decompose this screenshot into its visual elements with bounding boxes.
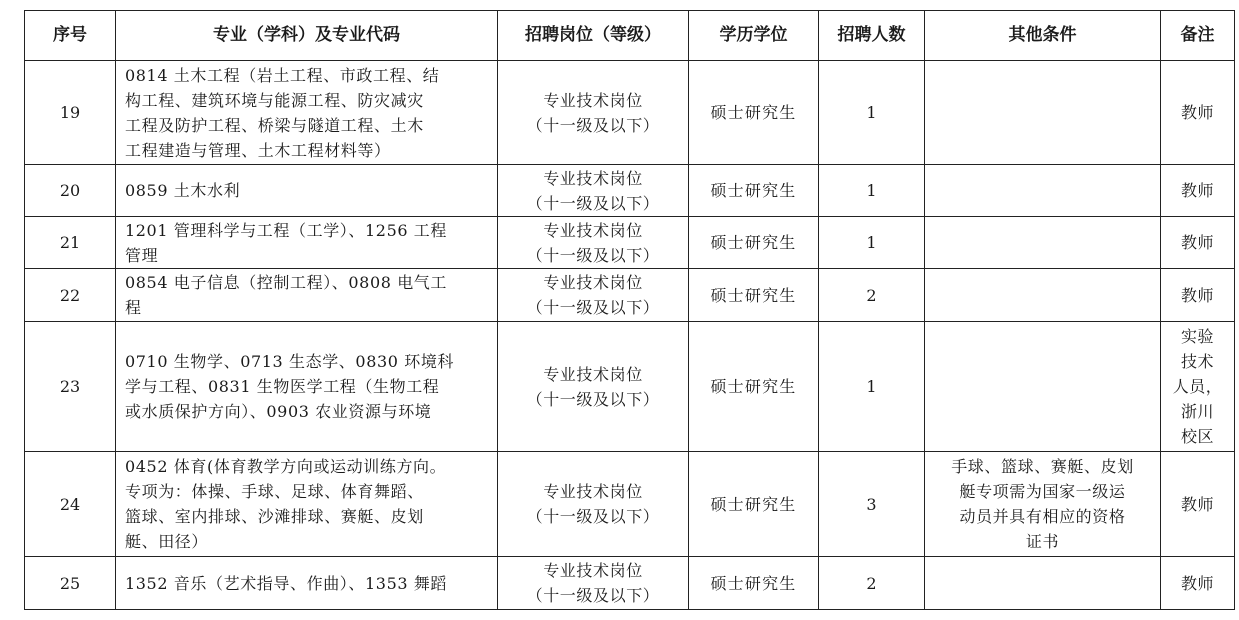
row-seq: 24 xyxy=(25,452,116,557)
row-seq: 19 xyxy=(25,61,116,165)
row-notes xyxy=(1161,217,1235,269)
table-row xyxy=(25,217,1235,269)
row-position-line: 专业技术岗位 xyxy=(543,561,643,580)
row-seq: 20 xyxy=(25,165,116,217)
row-major-line: 构工程、建筑环境与能源工程、防灾减灾 xyxy=(125,90,424,110)
row-conditions xyxy=(925,165,1161,217)
header-row xyxy=(25,11,1235,61)
row-major xyxy=(116,557,498,610)
row-position xyxy=(498,557,689,610)
header-conditions: 其他条件 xyxy=(925,11,1161,61)
row-notes xyxy=(1161,61,1235,165)
row-major-line: 工程建造与管理、土木工程材料等） xyxy=(125,140,391,160)
table-row xyxy=(25,322,1235,452)
row-major-line: 工程及防护工程、桥梁与隧道工程、土木 xyxy=(125,115,424,135)
row-position xyxy=(498,217,689,269)
row-major xyxy=(116,322,498,452)
row-conditions xyxy=(925,217,1161,269)
table-row xyxy=(25,269,1235,322)
row-count: 1 xyxy=(819,165,925,217)
row-position xyxy=(498,322,689,452)
row-position-line: 专业技术岗位 xyxy=(543,364,643,384)
table-row xyxy=(25,165,1235,217)
header-major: 专业（学科）及专业代码 xyxy=(116,11,498,61)
row-seq: 22 xyxy=(25,269,116,322)
row-conditions xyxy=(925,322,1161,452)
row-education: 硕士研究生 xyxy=(689,61,819,165)
table-row xyxy=(25,557,1235,610)
row-position-line: （十一级及以下） xyxy=(526,115,660,135)
table-body xyxy=(25,61,1235,610)
row-major-line: 程 xyxy=(125,298,142,317)
row-notes-line: 人员， xyxy=(1172,377,1223,396)
row-notes-line: 浙川 xyxy=(1180,402,1214,421)
row-notes-line: 校区 xyxy=(1180,427,1214,446)
row-notes-line: 技术 xyxy=(1180,352,1214,371)
row-position-line: （十一级及以下） xyxy=(526,245,660,265)
row-major-line: 艇、田径） xyxy=(125,532,209,551)
row-education: 硕士研究生 xyxy=(689,322,819,452)
row-education: 硕士研究生 xyxy=(689,165,819,217)
row-conditions-line: 证书 xyxy=(1025,532,1060,551)
row-position-line: （十一级及以下） xyxy=(526,586,660,605)
row-position-line: （十一级及以下） xyxy=(526,193,660,213)
row-position xyxy=(498,61,689,165)
row-seq: 21 xyxy=(25,217,116,269)
row-count: 2 xyxy=(819,557,925,610)
row-notes-line: 教师 xyxy=(1180,494,1214,514)
row-conditions xyxy=(925,61,1161,165)
row-conditions-line: 动员并具有相应的资格 xyxy=(959,507,1126,526)
row-count: 1 xyxy=(819,322,925,452)
row-major-line: 0854 电子信息（控制工程）、0808 电气工 xyxy=(125,273,448,292)
row-seq: 25 xyxy=(25,557,116,610)
row-major-line: 学与工程、0831 生物医学工程（生物工程 xyxy=(125,377,440,396)
row-major xyxy=(116,269,498,322)
row-notes-line: 教师 xyxy=(1180,181,1214,200)
row-notes xyxy=(1161,269,1235,322)
row-conditions-line: 手球、篮球、赛艇、皮划 xyxy=(951,457,1134,476)
row-count: 2 xyxy=(819,269,925,322)
row-major xyxy=(116,165,498,217)
row-position xyxy=(498,165,689,217)
header-seq: 序号 xyxy=(25,11,116,61)
row-notes xyxy=(1161,165,1235,217)
row-education: 硕士研究生 xyxy=(689,452,819,557)
row-position-line: 专业技术岗位 xyxy=(543,90,643,110)
row-notes-line: 教师 xyxy=(1180,573,1214,593)
row-conditions-line: 艇专项需为国家一级运 xyxy=(959,482,1126,501)
row-notes-line: 教师 xyxy=(1180,233,1214,252)
row-position xyxy=(498,269,689,322)
row-notes xyxy=(1161,452,1235,557)
row-count: 3 xyxy=(819,452,925,557)
row-notes xyxy=(1161,322,1235,452)
row-major xyxy=(116,217,498,269)
table-row xyxy=(25,61,1235,165)
row-position-line: （十一级及以下） xyxy=(526,389,660,409)
header-notes: 备注 xyxy=(1161,11,1235,61)
row-major-line: 0859 土木水利 xyxy=(125,181,241,200)
row-position-line: （十一级及以下） xyxy=(526,507,660,526)
row-major-line: 0452 体育(体育教学方向或运动训练方向。 xyxy=(125,457,447,476)
row-major-line: 0814 土木工程（岩土工程、市政工程、结 xyxy=(125,65,440,85)
row-major-line: 专项为：体操、手球、足球、体育舞蹈、 xyxy=(125,482,424,501)
row-major-line: 0710 生物学、0713 生态学、0830 环境科 xyxy=(125,352,455,371)
row-major xyxy=(116,61,498,165)
table-row xyxy=(25,452,1235,557)
row-position-line: 专业技术岗位 xyxy=(543,168,643,188)
row-major-line: 篮球、室内排球、沙滩排球、赛艇、皮划 xyxy=(125,507,424,526)
row-position-line: 专业技术岗位 xyxy=(543,273,643,292)
header-position: 招聘岗位（等级） xyxy=(498,11,689,61)
row-position-line: 专业技术岗位 xyxy=(543,482,643,501)
row-seq: 23 xyxy=(25,322,116,452)
row-count: 1 xyxy=(819,61,925,165)
row-education: 硕士研究生 xyxy=(689,217,819,269)
row-position-line: 专业技术岗位 xyxy=(543,220,643,240)
row-major-line: 或水质保护方向）、0903 农业资源与环境 xyxy=(125,402,432,421)
row-conditions xyxy=(925,452,1161,557)
recruitment-table xyxy=(24,10,1235,610)
row-major-line: 1352 音乐（艺术指导、作曲）、1353 舞蹈 xyxy=(125,573,448,593)
row-count: 1 xyxy=(819,217,925,269)
row-notes-line: 实验 xyxy=(1180,327,1214,346)
row-notes xyxy=(1161,557,1235,610)
row-notes-line: 教师 xyxy=(1180,103,1214,122)
row-position-line: （十一级及以下） xyxy=(526,298,660,317)
row-position xyxy=(498,452,689,557)
row-education: 硕士研究生 xyxy=(689,269,819,322)
row-major-line: 1201 管理科学与工程（工学）、1256 工程 xyxy=(125,220,448,240)
row-major-line: 管理 xyxy=(125,245,159,265)
row-notes-line: 教师 xyxy=(1180,285,1214,305)
row-education: 硕士研究生 xyxy=(689,557,819,610)
header-count: 招聘人数 xyxy=(819,11,925,61)
row-conditions xyxy=(925,557,1161,610)
row-major xyxy=(116,452,498,557)
row-conditions xyxy=(925,269,1161,322)
header-education: 学历学位 xyxy=(689,11,819,61)
